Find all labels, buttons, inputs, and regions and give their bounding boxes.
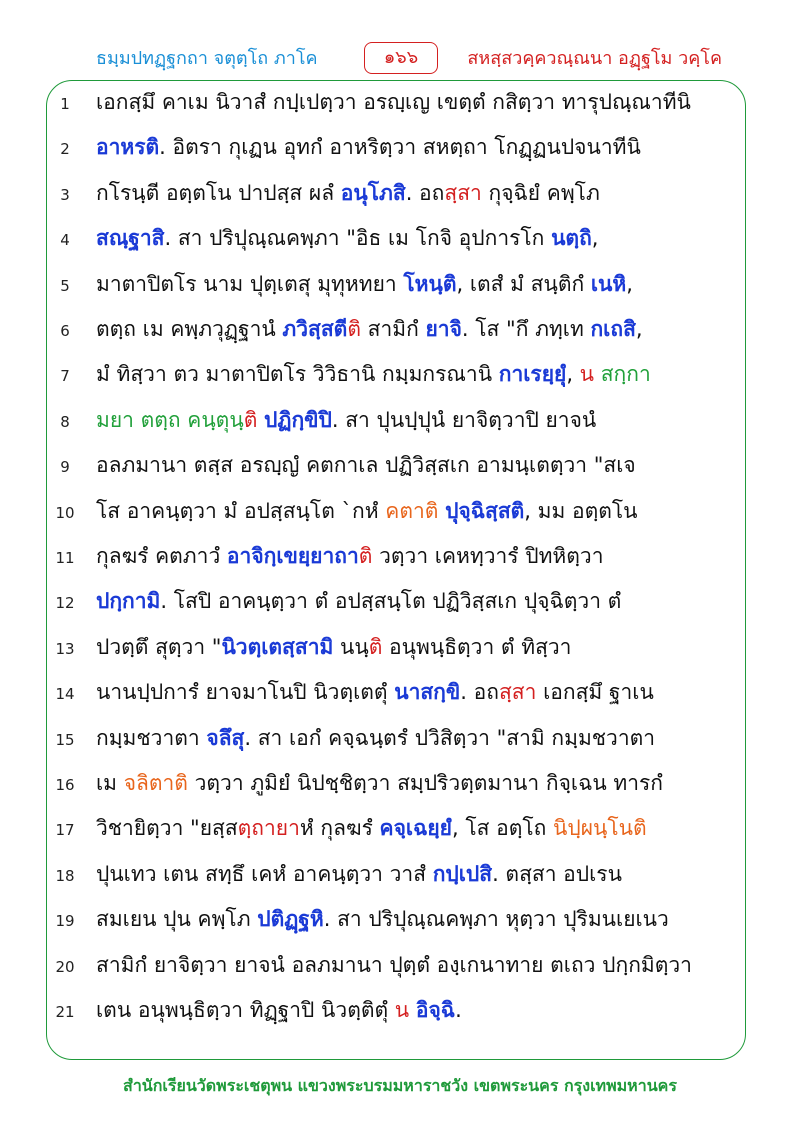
text-segment: นานปฺปการํ ยาจมาโนปิ นิวตฺเตตุํ	[96, 680, 395, 705]
line-number: 14	[55, 685, 75, 704]
text-segment: วตฺวา ภูมิยํ นิปชฺชิตฺวา สมฺปริวตฺตมานา กิจฺเฉน ทารกํ	[187, 771, 664, 795]
text-line	[96, 173, 724, 213]
highlighted-word: อิจฺฉิ	[415, 998, 456, 1022]
text-line	[96, 627, 724, 667]
text-line	[96, 82, 724, 122]
text-segment: หํ กุลฆรํ	[299, 816, 380, 841]
text-segment: สามิกํ	[360, 317, 426, 341]
highlighted-word: คจฺเฉยฺยํ	[379, 816, 452, 841]
text-segment: เอกสฺมึ ฐาเน	[536, 680, 654, 705]
text-line	[96, 218, 724, 258]
text-segment: ,	[566, 362, 580, 387]
highlighted-word: โหนฺติ	[403, 271, 457, 296]
text-line	[96, 491, 724, 531]
highlighted-word: อนุโภสิ	[340, 180, 406, 205]
text-segment: . สา ปริปุณฺณคพฺภา "อิธ เม โกจิ อุปการโก	[164, 226, 552, 251]
highlighted-word: สณฺฐาสิ	[96, 226, 165, 251]
text-segment: . สา ปริปุณฺณคพฺภา หุตฺวา ปุริมนเยเนว	[323, 907, 669, 932]
text-segment: . อถ	[460, 680, 499, 705]
text-segment: มาตาปิตโร นาม ปุตฺเตสุ มุทุหทยา	[96, 271, 404, 296]
highlighted-word: ติ	[243, 407, 258, 432]
text-segment: , มม อตฺตโน	[524, 498, 638, 523]
line-number: 2	[60, 140, 70, 159]
text-segment: เม	[96, 771, 124, 795]
highlighted-word: ติ	[347, 317, 361, 341]
text-line	[96, 445, 724, 485]
text-segment: ปวตฺตึ สุตฺวา "	[96, 634, 222, 659]
highlighted-word: จลึสุ	[206, 725, 245, 750]
text-line	[96, 945, 724, 985]
line-number: 10	[55, 503, 75, 522]
highlighted-word: กปฺเปสิ	[432, 861, 493, 886]
text-segment: . โส "กึ ภทฺเท	[461, 317, 591, 341]
text-line	[96, 854, 724, 894]
highlighted-word: นตฺถิ	[551, 226, 592, 251]
highlighted-word: ปฏิกฺขิปิ	[264, 407, 332, 432]
text-segment: โส อาคนฺตฺวา มํ อปสฺสนฺโต `กหํ	[96, 498, 386, 523]
text-line	[96, 309, 724, 349]
highlighted-word: ปุจฺฉิสฺสติ	[445, 498, 525, 523]
highlighted-word: ติ	[358, 544, 373, 568]
text-segment: , โส อตฺโถ	[452, 816, 554, 841]
highlighted-word: กาเรยฺยุํ	[498, 362, 567, 387]
highlighted-word: สกฺกา	[594, 362, 651, 387]
highlighted-word: ยาจิ	[425, 317, 462, 341]
text-segment	[409, 998, 416, 1022]
header-book-title: ธมฺมปทฏฺฐกถา จตุตฺโถ ภาโค	[96, 48, 318, 69]
text-line	[96, 990, 724, 1030]
text-segment: ,	[591, 226, 599, 251]
text-segment: เอกสฺมึ คาเม นิวาสํ กปฺเปตฺวา อรญฺเญ เขตฺตํ กสิตฺวา ทารุปณฺณาทีนิ	[96, 90, 691, 114]
text-segment: สามิกํ ยาจิตฺวา ยาจนํ อลภมานา ปุตฺตํ องฺเกนาทาย ตเถว ปกฺกมิตฺวา	[96, 952, 692, 977]
highlighted-word: ภวิสฺสตี	[282, 317, 348, 341]
text-segment: กโรนฺตี อตฺตโน ปาปสฺส ผลํ	[96, 180, 341, 205]
line-number: 19	[55, 912, 75, 931]
footer-institution: สำนักเรียนวัดพระเชตุพน แขวงพระบรมมหาราชวัง เขตพระนคร กรุงเทพมหานคร	[123, 1076, 677, 1095]
text-segment: อนุพนฺธิตฺวา ตํ ทิสฺวา	[382, 634, 572, 659]
highlighted-word: อาจิกฺเขยฺยาถา	[226, 544, 359, 568]
text-segment: . อิตรา กุเฏน อุทกํ อาหริตฺวา สหตฺถา โกฏฺฏนปจนาทีนิ	[159, 135, 641, 160]
line-number: 15	[55, 730, 75, 749]
text-segment: ตตฺถ เม คพฺภวุฏฺฐานํ	[96, 317, 283, 341]
text-line	[96, 581, 724, 621]
text-segment: กุจฺฉิยํ คพฺโภ	[481, 180, 600, 205]
page-number-badge: ๑๖๖	[364, 42, 438, 74]
highlighted-word: ตฺถายา	[237, 816, 300, 841]
text-segment: มํ ทิสฺวา ตว มาตาปิตโร วิวิธานิ กมฺมกรณานิ	[96, 362, 499, 387]
header-chapter-title: สหสฺสวคฺควณฺณนา อฏฺฐโม วคฺโค	[467, 48, 722, 69]
text-segment: กุลฆรํ คตภาวํ	[96, 544, 227, 568]
highlighted-word: นาสกฺขิ	[394, 680, 461, 705]
highlighted-word: ติ	[368, 634, 383, 659]
highlighted-word: สฺสา	[498, 680, 537, 705]
highlighted-word: คตาติ	[385, 498, 439, 523]
text-segment: . ตสฺสา อปเรน	[492, 861, 622, 886]
text-line	[96, 899, 724, 939]
highlighted-word: อาหรติ	[96, 135, 160, 160]
line-number: 5	[60, 276, 70, 295]
text-line	[96, 536, 724, 576]
text-segment: . อถ	[405, 180, 445, 205]
text-segment: . สา ปุนปฺปุนํ ยาจิตฺวาปิ ยาจนํ	[331, 407, 597, 432]
highlighted-word: มยา ตตฺถ คนฺตุนฺ	[96, 407, 244, 432]
text-segment: , เตสํ มํ สนฺติกํ	[456, 271, 591, 296]
text-line	[96, 718, 724, 758]
text-line	[96, 354, 724, 394]
line-number: 11	[55, 549, 75, 567]
text-segment: เตน อนุพนฺธิตฺวา ทิฏฺฐาปิ นิวตฺติตุํ	[96, 998, 395, 1022]
highlighted-word: ปติฏฺฐหิ	[257, 907, 324, 932]
text-segment: . สา เอกํ คจฺฉนฺตรํ ปวิสิตฺวา "สามิ กมฺมชวาตา	[244, 725, 656, 750]
text-segment: . โสปิ อาคนฺตฺวา ตํ อปสฺสนฺโต ปฏิวิสฺสเก ปุจฺฉิตฺวา ตํ	[160, 589, 622, 614]
text-segment: สมเยน ปุน คพฺโภ	[96, 907, 258, 932]
text-segment	[257, 408, 264, 432]
line-number: 4	[60, 231, 70, 250]
highlighted-word: กเถสิ	[590, 317, 636, 341]
text-line	[96, 763, 724, 803]
line-number: 3	[60, 185, 70, 204]
highlighted-word: นิปฺผนฺโนติ	[553, 816, 647, 841]
text-line	[96, 672, 724, 712]
line-number: 13	[55, 639, 75, 658]
line-number: 16	[55, 776, 75, 794]
text-segment: ,	[626, 271, 633, 296]
highlighted-word: น	[579, 362, 595, 387]
line-number: 20	[55, 957, 75, 976]
highlighted-word: เนหิ	[590, 271, 627, 296]
text-segment: อลภมานา ตสฺส อรญฺญํ คตกาเล ปฏิวิสฺสเก อามนฺเตตฺวา "สเจ	[96, 453, 636, 478]
text-line	[96, 127, 724, 167]
text-segment: .	[455, 998, 462, 1022]
line-number: 12	[55, 594, 75, 613]
highlighted-word: ปกฺกามิ	[96, 589, 161, 614]
text-segment: วตฺวา เคหทฺวารํ ปิทหิตฺวา	[372, 544, 604, 568]
line-number: 6	[60, 322, 70, 340]
text-segment: วิชายิตฺวา "ยสฺส	[96, 816, 238, 841]
text-segment: ปุนเทว เตน สทฺธึ เคหํ อาคนฺตฺวา วาสํ	[96, 861, 433, 886]
line-number: 17	[55, 821, 75, 840]
text-segment: กมฺมชวาตา	[96, 725, 207, 750]
highlighted-word: จลิตาติ	[123, 771, 188, 795]
highlighted-word: นิวตฺเตสฺสามิ	[221, 634, 334, 659]
line-number: 21	[55, 1003, 75, 1021]
line-number: 8	[60, 412, 70, 431]
highlighted-word: สฺสา	[444, 180, 482, 205]
text-segment: นนฺ	[333, 634, 369, 659]
text-line	[96, 264, 724, 304]
line-number: 18	[55, 866, 75, 885]
text-line	[96, 400, 724, 440]
highlighted-word: น	[394, 998, 410, 1022]
line-number: 7	[60, 367, 70, 386]
line-number: 9	[60, 458, 70, 477]
line-number: 1	[60, 95, 70, 113]
text-line	[96, 808, 724, 848]
text-segment: ,	[635, 317, 643, 341]
